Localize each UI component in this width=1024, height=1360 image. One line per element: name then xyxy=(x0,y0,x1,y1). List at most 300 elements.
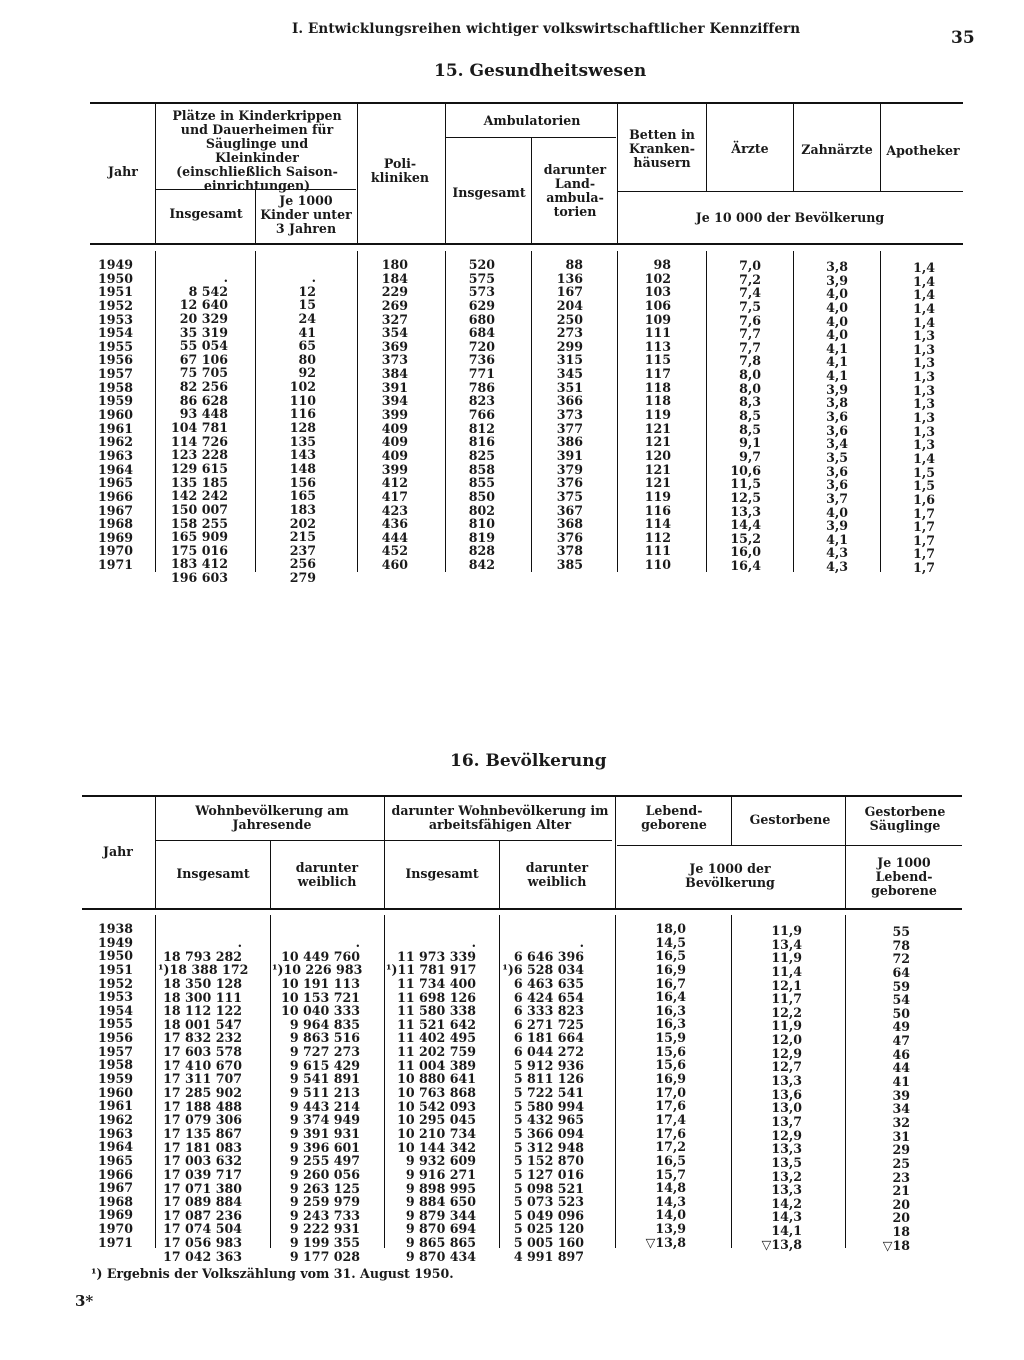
table-cell: 11 202 759 xyxy=(397,1044,476,1060)
table-cell: 12,7 xyxy=(771,1059,802,1075)
table-cell: 1960 xyxy=(98,407,134,423)
t16-header-jahr: Jahr xyxy=(103,844,133,859)
table-cell: 16,3 xyxy=(655,1002,686,1018)
table-cell: 9 898 995 xyxy=(405,1180,476,1196)
table-cell: 436 xyxy=(381,516,408,532)
table-cell: 4 991 897 xyxy=(513,1248,584,1264)
table-cell: 103 xyxy=(644,284,671,300)
table-cell: 16,5 xyxy=(655,1152,686,1168)
table-cell: 1951 xyxy=(98,284,134,300)
table-cell: 6 463 635 xyxy=(513,975,584,991)
table-cell: 5 432 965 xyxy=(513,1112,584,1128)
table-cell: 13,3 xyxy=(771,1073,802,1089)
table-cell: 10 295 045 xyxy=(397,1112,476,1128)
table-cell: 1,7 xyxy=(913,532,935,548)
table-cell: 1968 xyxy=(98,1193,134,1209)
t15-header-krippen: Plätze in Kinderkrippen und Dauerheimen für Säuglinge und Kleinkinder (einschließlich Saison-einrichtungen) xyxy=(172,108,342,193)
table-cell: 9 964 835 xyxy=(289,1016,360,1032)
t15-header-polikliniken: Poli-kliniken xyxy=(370,156,430,185)
table-cell: 10 449 760 xyxy=(281,948,360,964)
table-cell: 6 044 272 xyxy=(513,1044,584,1060)
table-cell: . xyxy=(355,935,360,950)
table-cell: 165 xyxy=(289,488,316,504)
table-cell: 17 079 306 xyxy=(163,1112,242,1128)
table-cell: 1959 xyxy=(98,1071,134,1087)
table-cell: 23 xyxy=(892,1169,910,1185)
table-cell: ¹)10 226 983 xyxy=(272,962,363,978)
table-cell: 9 879 344 xyxy=(405,1207,476,1223)
table-cell: 93 448 xyxy=(179,406,228,422)
table-cell: 1,7 xyxy=(913,505,935,521)
t16-column-jahr xyxy=(98,922,148,1249)
table-cell: 1958 xyxy=(98,379,134,395)
t16-column-saeuglinge xyxy=(848,925,910,1252)
table-cell: 9 263 125 xyxy=(289,1180,360,1196)
table-15-title: 15. Gesundheitswesen xyxy=(434,61,647,81)
table-cell: 17 003 632 xyxy=(163,1153,242,1169)
table-cell: 10 153 721 xyxy=(281,989,360,1005)
table-cell: 204 xyxy=(556,297,583,313)
table-cell: 16,3 xyxy=(655,1016,686,1032)
table-cell: 158 255 xyxy=(171,515,228,531)
table-cell: 4,0 xyxy=(826,313,848,329)
table-cell: 7,5 xyxy=(739,298,761,314)
t15-header-amb-insgesamt: Insgesamt xyxy=(452,185,526,200)
table-cell: 10 191 113 xyxy=(281,975,360,991)
table-cell: . xyxy=(471,935,476,950)
table-cell: 11 580 338 xyxy=(397,1003,476,1019)
table-cell: 1957 xyxy=(98,1043,134,1059)
table-cell: 82 256 xyxy=(179,379,228,395)
table-cell: 3,8 xyxy=(826,395,848,411)
table-cell: 1964 xyxy=(98,1139,134,1155)
table-cell: 13,9 xyxy=(655,1221,686,1237)
table-cell: 183 412 xyxy=(171,556,228,572)
table-cell: 8,0 xyxy=(739,380,761,396)
table-cell: ¹)18 388 172 xyxy=(158,962,249,978)
table-cell: 12 640 xyxy=(179,297,228,313)
table-cell: 17 074 504 xyxy=(163,1221,242,1237)
table-cell: 17,6 xyxy=(655,1125,686,1141)
table-cell: 14,2 xyxy=(771,1195,802,1211)
table-cell: 8,5 xyxy=(739,408,761,424)
table-cell: 5 811 126 xyxy=(513,1071,584,1087)
table-cell: 9 615 429 xyxy=(289,1057,360,1073)
table-cell: 409 xyxy=(381,447,408,463)
table-cell: 7,0 xyxy=(739,258,761,273)
table-cell: 115 xyxy=(644,352,671,368)
table-cell: 102 xyxy=(644,270,671,286)
running-head: I. Entwicklungsreihen wichtiger volkswirtschaftlicher Kennziffern xyxy=(292,21,801,37)
t16-column-lebendgeborene xyxy=(620,922,686,1249)
table-cell: 11 402 495 xyxy=(397,1030,476,1046)
table-cell: 1,7 xyxy=(913,546,935,562)
table-cell: 9,7 xyxy=(739,448,761,464)
table-cell: ¹)6 528 034 xyxy=(502,962,584,978)
table-cell: 720 xyxy=(468,338,495,354)
table-cell: 1,4 xyxy=(913,287,935,303)
table-cell: 394 xyxy=(381,393,408,409)
table-cell: 75 705 xyxy=(179,365,228,381)
table-cell: 9 916 271 xyxy=(405,1166,476,1182)
t16-header-insgesamt-2: Insgesamt xyxy=(405,866,479,881)
table-cell: 17,0 xyxy=(655,1084,686,1100)
table-cell: 16,4 xyxy=(730,558,761,574)
table-cell: 6 646 396 xyxy=(513,948,584,964)
table-16-title: 16. Bevölkerung xyxy=(450,751,607,771)
table-cell: 180 xyxy=(381,257,408,272)
table-cell: 9 865 865 xyxy=(405,1235,476,1251)
table-cell: 11 973 339 xyxy=(397,948,476,964)
table-cell: 1955 xyxy=(98,338,134,354)
table-cell: 47 xyxy=(892,1033,910,1049)
table-cell: 13,3 xyxy=(771,1141,802,1157)
table-cell: 5 722 541 xyxy=(513,1085,584,1101)
t15-header-betten: Betten in Kranken-häusern xyxy=(628,127,696,170)
table-cell: 1,7 xyxy=(913,560,935,576)
table-cell: 12,9 xyxy=(771,1045,802,1061)
table-cell: 366 xyxy=(556,393,583,409)
table-cell: 16,9 xyxy=(655,1071,686,1087)
table-cell: 196 603 xyxy=(171,570,228,586)
table-cell: 17 042 363 xyxy=(163,1248,242,1264)
table-cell: 92 xyxy=(298,365,316,381)
table-cell: 1,4 xyxy=(913,314,935,330)
table-cell: 136 xyxy=(556,270,583,286)
table-cell: 44 xyxy=(892,1060,910,1076)
table-cell: 10 542 093 xyxy=(397,1098,476,1114)
table-cell: 106 xyxy=(644,297,671,313)
table-cell: 17,2 xyxy=(655,1139,686,1155)
table-cell: 3,6 xyxy=(826,463,848,479)
table-cell: 4,1 xyxy=(826,531,848,547)
table-cell: 9 260 056 xyxy=(289,1166,360,1182)
table-cell: 24 xyxy=(298,310,316,326)
table-cell: 39 xyxy=(892,1087,910,1103)
table-cell: 423 xyxy=(381,502,408,518)
table-cell: 18 xyxy=(892,1224,910,1240)
table-cell: 1950 xyxy=(98,270,134,286)
table-cell: 10 763 868 xyxy=(397,1085,476,1101)
table-cell: 16,5 xyxy=(655,948,686,964)
table-cell: 1952 xyxy=(98,975,134,991)
table-cell: 6 181 664 xyxy=(513,1030,584,1046)
t15-column-polikliniken xyxy=(362,258,408,572)
table-cell: 825 xyxy=(468,447,495,463)
table-cell: 444 xyxy=(381,529,408,545)
table-cell: 17 603 578 xyxy=(163,1044,242,1060)
table-cell: 766 xyxy=(468,407,495,423)
table-cell: 1964 xyxy=(98,461,134,477)
table-cell: 1961 xyxy=(98,1098,134,1114)
table-cell: 11 698 126 xyxy=(397,989,476,1005)
table-cell: 273 xyxy=(556,325,583,341)
table-cell: 15,2 xyxy=(730,530,761,546)
t16-header-gestorbene: Gestorbene xyxy=(749,812,831,827)
table-cell: 1954 xyxy=(98,1002,134,1018)
table-cell: 1,4 xyxy=(913,260,935,275)
table-cell: 64 xyxy=(892,964,910,980)
table-cell: 3,4 xyxy=(826,436,848,452)
table-cell: 1971 xyxy=(98,557,134,573)
table-cell: 1965 xyxy=(98,1152,134,1168)
table-cell: 9 870 694 xyxy=(405,1221,476,1237)
table-cell: 1958 xyxy=(98,1057,134,1073)
table-cell: 345 xyxy=(556,366,583,382)
table-cell: 6 271 725 xyxy=(513,1016,584,1032)
table-cell: 3,6 xyxy=(826,422,848,438)
table-cell: 121 xyxy=(644,475,671,491)
table-cell: 375 xyxy=(556,488,583,504)
table-cell: 3,9 xyxy=(826,272,848,288)
t16-header-je1000-bev: Je 1000 der Bevölkerung xyxy=(685,861,775,890)
table-cell: 376 xyxy=(556,475,583,491)
table-cell: 842 xyxy=(468,557,495,573)
table-cell: 16,7 xyxy=(655,975,686,991)
table-cell: 59 xyxy=(892,978,910,994)
table-cell: 1,3 xyxy=(913,410,935,426)
table-cell: 3,5 xyxy=(826,449,848,465)
table-cell: 34 xyxy=(892,1101,910,1117)
table-cell: 3,6 xyxy=(826,477,848,493)
table-cell: 121 xyxy=(644,420,671,436)
table-cell: 1967 xyxy=(98,1180,134,1196)
table-cell: 111 xyxy=(644,543,671,559)
table-cell: 786 xyxy=(468,379,495,395)
table-cell: 256 xyxy=(289,556,316,572)
table-cell: 16,4 xyxy=(655,989,686,1005)
table-cell: 10 880 641 xyxy=(397,1071,476,1087)
table-cell: 399 xyxy=(381,407,408,423)
table-cell: 828 xyxy=(468,543,495,559)
table-cell: 18 300 111 xyxy=(163,989,242,1005)
table-cell: 1969 xyxy=(98,1207,134,1223)
table-cell: 7,7 xyxy=(739,326,761,342)
table-cell: 14,5 xyxy=(655,934,686,950)
table-cell: 1,4 xyxy=(913,300,935,316)
table-cell: 6 424 654 xyxy=(513,989,584,1005)
table-cell: . xyxy=(237,935,242,950)
table-cell: 104 781 xyxy=(171,420,228,436)
table-cell: 1,3 xyxy=(913,355,935,371)
table-cell: 14,8 xyxy=(655,1180,686,1196)
t15-column-aerzte xyxy=(710,259,761,573)
table-cell: 46 xyxy=(892,1046,910,1062)
table-cell: 11,7 xyxy=(771,991,802,1007)
table-cell: 11,9 xyxy=(771,923,802,938)
table-cell: ▽13,8 xyxy=(761,1236,802,1252)
table-cell: 121 xyxy=(644,461,671,477)
table-cell: 823 xyxy=(468,393,495,409)
table-cell: 113 xyxy=(644,338,671,354)
table-cell: 1962 xyxy=(98,1111,134,1127)
table-cell: 13,3 xyxy=(730,503,761,519)
table-cell: 417 xyxy=(381,488,408,504)
table-cell: 17,4 xyxy=(655,1111,686,1127)
table-cell: 114 xyxy=(644,516,671,532)
table-cell: 14,1 xyxy=(771,1223,802,1239)
table-cell: 17 071 380 xyxy=(163,1180,242,1196)
table-cell: 1,6 xyxy=(913,491,935,507)
table-cell: 452 xyxy=(381,543,408,559)
table-cell: 299 xyxy=(556,338,583,354)
table-cell: 7,8 xyxy=(739,353,761,369)
table-cell: 9,1 xyxy=(739,435,761,451)
table-cell: 1959 xyxy=(98,393,134,409)
table-cell: 50 xyxy=(892,1005,910,1021)
table-cell: 855 xyxy=(468,475,495,491)
table-cell: 116 xyxy=(289,406,316,422)
table-cell: 5 912 936 xyxy=(513,1057,584,1073)
table-cell: 17 135 867 xyxy=(163,1125,242,1141)
table-cell: 409 xyxy=(381,420,408,436)
table-cell: 3,8 xyxy=(826,259,848,274)
footnote: ¹) Ergebnis der Volkszählung vom 31. August 1950. xyxy=(91,1266,454,1281)
table-cell: 4,1 xyxy=(826,340,848,356)
table-cell: 351 xyxy=(556,379,583,395)
table-cell: 215 xyxy=(289,529,316,545)
table-cell: 269 xyxy=(381,297,408,313)
t15-header-landambulatorien: darunter Land-ambula-torien xyxy=(543,162,607,219)
table-cell: 11 521 642 xyxy=(397,1016,476,1032)
table-cell: 15,7 xyxy=(655,1166,686,1182)
table-cell: 367 xyxy=(556,502,583,518)
table-cell: 816 xyxy=(468,434,495,450)
table-cell: 12,2 xyxy=(771,1004,802,1020)
table-cell: 1,5 xyxy=(913,464,935,480)
table-cell: 1967 xyxy=(98,502,134,518)
table-cell: 575 xyxy=(468,270,495,286)
table-cell: 116 xyxy=(644,502,671,518)
table-cell: 5 366 094 xyxy=(513,1125,584,1141)
table-cell: 4,0 xyxy=(826,286,848,302)
table-cell: 1,3 xyxy=(913,328,935,344)
table-cell: 1954 xyxy=(98,325,134,341)
table-cell: 114 726 xyxy=(171,433,228,449)
table-cell: 376 xyxy=(556,529,583,545)
table-cell: 1968 xyxy=(98,516,134,532)
table-cell: 9 177 028 xyxy=(289,1248,360,1264)
table-cell: 379 xyxy=(556,461,583,477)
t16-header-arbeitsfaehig: darunter Wohnbevölkerung im arbeitsfähigen Alter xyxy=(391,803,609,832)
table-cell: 1949 xyxy=(98,934,134,950)
table-cell: 17 188 488 xyxy=(163,1098,242,1114)
table-cell: 9 199 355 xyxy=(289,1235,360,1251)
table-cell: 21 xyxy=(892,1183,910,1199)
table-cell: 9 374 949 xyxy=(289,1112,360,1128)
t15-header-ambulatorien: Ambulatorien xyxy=(483,113,581,128)
table-cell: 13,6 xyxy=(771,1086,802,1102)
table-cell: 3,6 xyxy=(826,409,848,425)
table-cell: 118 xyxy=(644,379,671,395)
table-cell: 18,0 xyxy=(655,921,686,936)
table-cell: . xyxy=(223,270,228,285)
table-cell: 18 001 547 xyxy=(163,1016,242,1032)
t15-header-aerzte: Ärzte xyxy=(731,141,769,156)
t16-header-wohnbevoelkerung: Wohnbevölkerung am Jahresende xyxy=(195,803,349,832)
table-cell: 736 xyxy=(468,352,495,368)
table-cell: 373 xyxy=(556,407,583,423)
table-cell: 11,4 xyxy=(771,963,802,979)
t15-header-jahr: Jahr xyxy=(108,164,138,179)
t16-column-arbeit-insgesamt xyxy=(386,936,476,1263)
t16-header-saeuglinge: Gestorbene Säuglinge xyxy=(864,804,946,833)
table-cell: 17 285 902 xyxy=(163,1085,242,1101)
table-cell: 11,5 xyxy=(730,476,761,492)
table-cell: 5 098 521 xyxy=(513,1180,584,1196)
table-cell: 17 056 983 xyxy=(163,1235,242,1251)
table-cell: 1960 xyxy=(98,1084,134,1100)
table-cell: 7,4 xyxy=(739,285,761,301)
table-cell: 9 870 434 xyxy=(405,1248,476,1264)
table-cell: 3,7 xyxy=(826,490,848,506)
table-cell: 13,4 xyxy=(771,936,802,952)
t15-column-apotheker xyxy=(884,261,935,575)
table-cell: 55 054 xyxy=(179,338,228,354)
table-cell: 20 xyxy=(892,1210,910,1226)
table-cell: 31 xyxy=(892,1128,910,1144)
table-cell: 67 106 xyxy=(179,351,228,367)
table-cell: 9 511 213 xyxy=(289,1085,360,1101)
t15-column-krippen-insgesamt xyxy=(160,271,228,585)
t16-header-weiblich-1: darunter weiblich xyxy=(295,860,359,889)
table-cell: 850 xyxy=(468,488,495,504)
table-cell: 14,4 xyxy=(730,517,761,533)
table-cell: 1,3 xyxy=(913,437,935,453)
table-cell: 18 793 282 xyxy=(163,948,242,964)
table-cell: 72 xyxy=(892,951,910,967)
table-cell: 377 xyxy=(556,420,583,436)
table-cell: 4,0 xyxy=(826,327,848,343)
table-cell: 7,7 xyxy=(739,339,761,355)
table-cell: 128 xyxy=(289,420,316,436)
table-cell: 1,3 xyxy=(913,382,935,398)
table-cell: 1969 xyxy=(98,529,134,545)
table-cell: 17 311 707 xyxy=(163,1071,242,1087)
table-cell: 9 884 650 xyxy=(405,1194,476,1210)
table-cell: 10 040 333 xyxy=(281,1003,360,1019)
table-cell: 684 xyxy=(468,325,495,341)
table-cell: 1956 xyxy=(98,352,134,368)
table-cell: 25 xyxy=(892,1155,910,1171)
table-cell: 148 xyxy=(289,460,316,476)
table-cell: 16,0 xyxy=(730,544,761,560)
table-cell: 14,3 xyxy=(771,1209,802,1225)
table-cell: 1961 xyxy=(98,420,134,436)
table-cell: 9 727 273 xyxy=(289,1044,360,1060)
table-cell: 41 xyxy=(892,1074,910,1090)
table-cell: 15 xyxy=(298,297,316,313)
table-cell: 1965 xyxy=(98,475,134,491)
table-cell: 237 xyxy=(289,542,316,558)
t15-column-je-1000-kinder xyxy=(262,271,316,585)
table-cell: 17 089 884 xyxy=(163,1194,242,1210)
table-cell: 368 xyxy=(556,516,583,532)
table-cell: 629 xyxy=(468,297,495,313)
table-cell: 12,1 xyxy=(771,977,802,993)
table-cell: 1950 xyxy=(98,948,134,964)
table-cell: 5 025 120 xyxy=(513,1221,584,1237)
t16-header-je1000-leb: Je 1000 Lebend-geborene xyxy=(871,855,937,898)
table-cell: 819 xyxy=(468,529,495,545)
table-cell: 1,4 xyxy=(913,450,935,466)
t15-column-betten xyxy=(622,258,671,572)
table-cell: 8,3 xyxy=(739,394,761,410)
table-cell: 7,6 xyxy=(739,312,761,328)
t16-column-arbeit-weiblich xyxy=(500,936,584,1263)
table-cell: 5 312 948 xyxy=(513,1139,584,1155)
table-cell: 7,2 xyxy=(739,271,761,287)
